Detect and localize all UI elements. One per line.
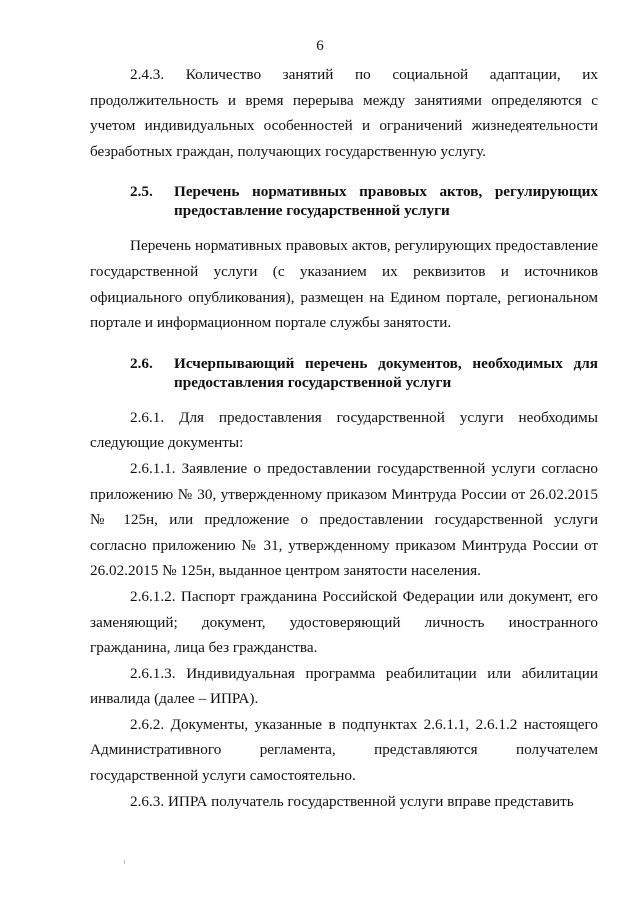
paragraph-2-6-1-2: 2.6.1.2. Паспорт гражданина Российской Федерации или документ, его заменяющий; документ, удостоверяющий личность иностранного гражданина, лица без гражданства.: [90, 587, 598, 657]
section-title: Исчерпывающий перечень документов, необходимых для предоставления государственной услуги: [174, 354, 598, 391]
page-number: 6: [316, 38, 324, 54]
paragraph-2-6-1-1: 2.6.1.1. Заявление о предоставлении государственной услуги согласно приложению № 30, утвержденному приказом Минтруда России от 26.02.2015 № 125н, или предложение о предоставлении государственной услуги согласно приложению № 31, утвержденному приказом Минтруда России от 26.02.2015 № 125н, выданное центром занятости населения.: [90, 459, 598, 580]
section-heading-2-6: [90, 354, 598, 392]
paragraph-2-6-3: 2.6.3. ИПРА получатель государственной услуги вправе представить: [130, 792, 574, 810]
paragraph-2-6-1-3: 2.6.1.3. Индивидуальная программа реабилитации или абилитации инвалида (далее – ИПРА).: [90, 664, 598, 708]
section-title: Перечень нормативных правовых актов, регулирующих предоставление государственной услуги: [174, 183, 598, 220]
paragraph-2-4-3: 2.4.3. Количество занятий по социальной адаптации, их продолжительность и время перерыва между занятиями определяются с учетом индивидуальных особенностей и ограничений жизнедеятельности безработных граждан, получающих государственную услугу.: [90, 66, 598, 160]
section-number: 2.5.: [130, 183, 153, 201]
paragraph-2-6-1: 2.6.1. Для предоставления государственной услуги необходимы следующие документы:: [90, 408, 598, 452]
paragraph-2-5-body: Перечень нормативных правовых актов, регулирующих предоставление государственной услуги (с указанием их реквизитов и источников официального опубликования), размещен на Едином портале, региональном портале и информационном портале службы занятости.: [90, 237, 598, 332]
scan-mark: [124, 860, 125, 864]
paragraph-2-6-2: 2.6.2. Документы, указанные в подпунктах 2.6.1.1, 2.6.1.2 настоящего Административного регламента, представляются получателем государственной услуги самостоятельно.: [90, 715, 598, 785]
section-heading-2-5: [90, 182, 598, 220]
document-body: [90, 62, 598, 814]
section-number: 2.6.: [130, 354, 153, 372]
